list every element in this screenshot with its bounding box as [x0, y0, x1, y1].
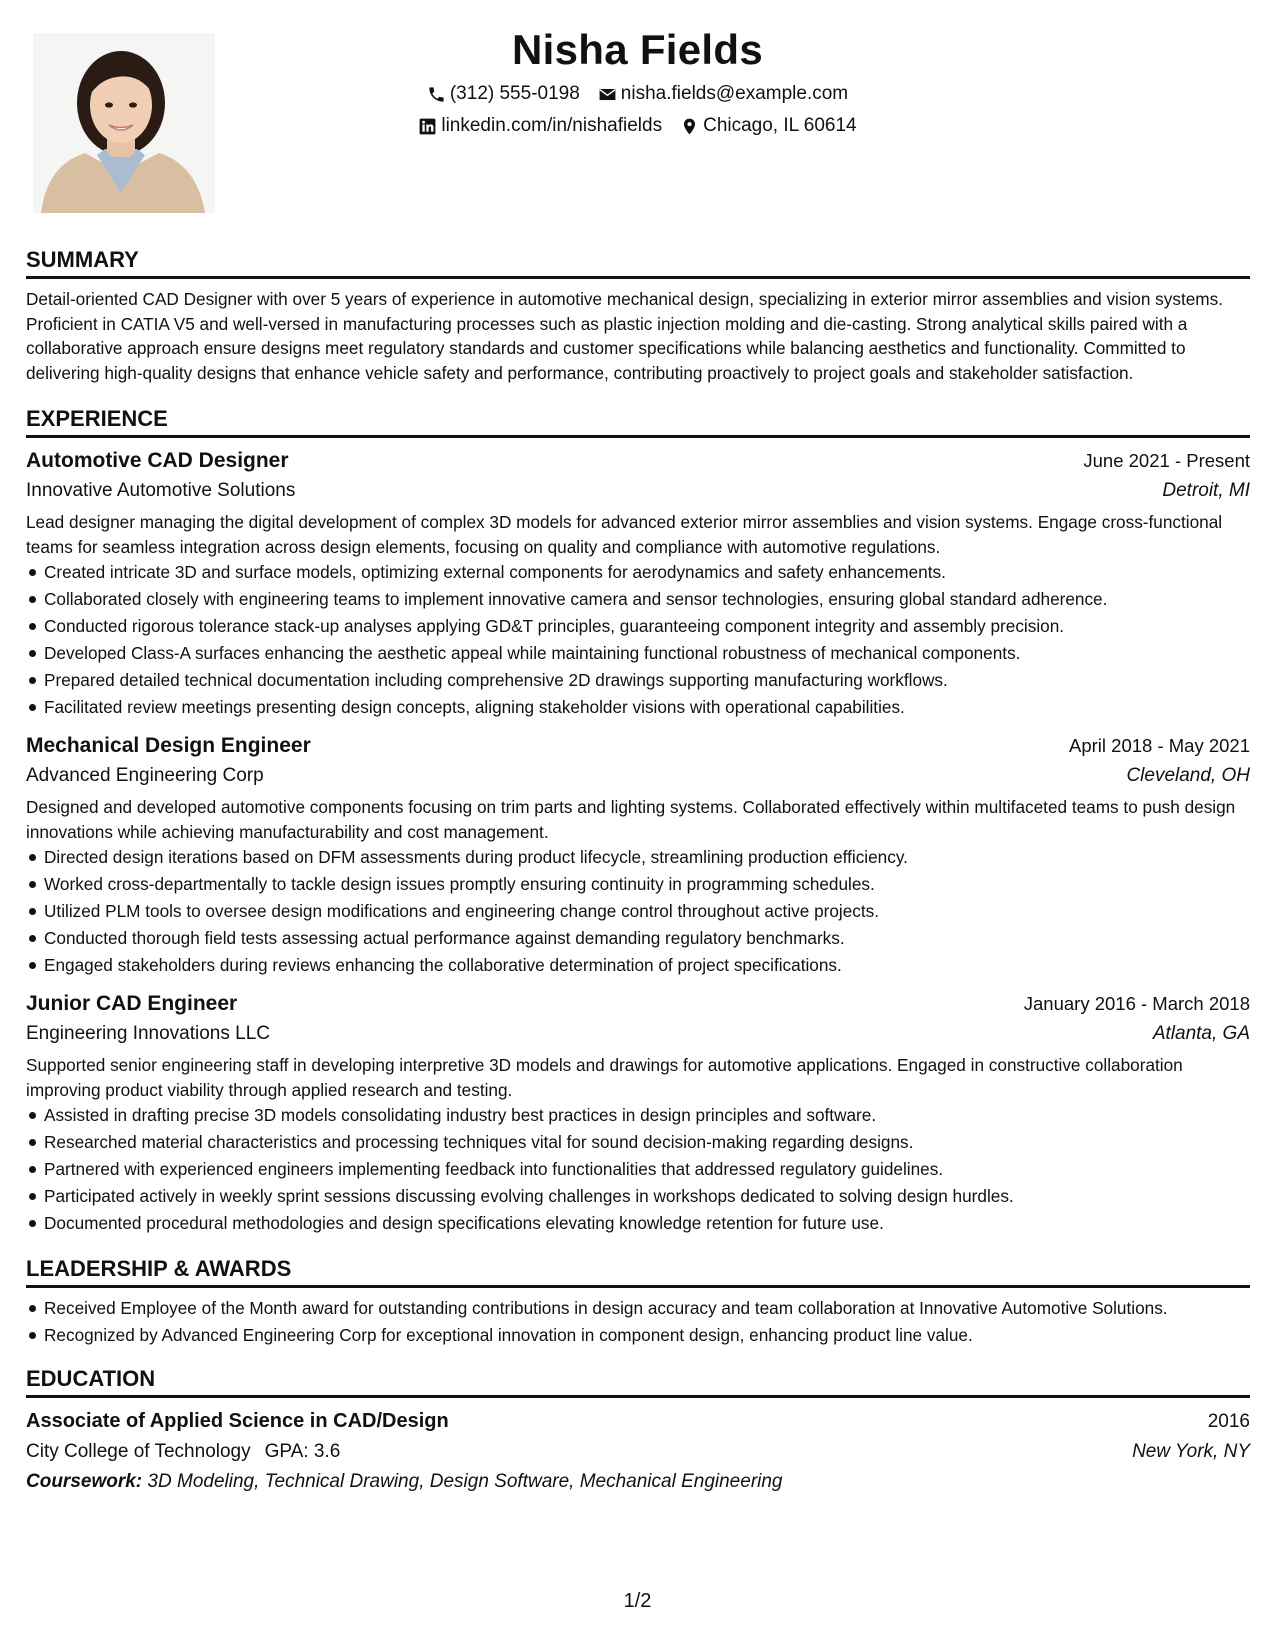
- graduation-year: 2016: [1207, 1411, 1250, 1432]
- job-bullet: Researched material characteristics and processing techniques vital for sound decision-making regarding designs.: [26, 1129, 1250, 1156]
- awards-heading: LEADERSHIP & AWARDS: [26, 1255, 1250, 1288]
- job-dates: January 2016 - March 2018: [1023, 993, 1250, 1014]
- job-bullet: Facilitated review meetings presenting design concepts, aligning stakeholder visions with operational capabilities.: [26, 694, 1250, 721]
- phone-icon: [427, 85, 446, 104]
- job-bullet: Partnered with experienced engineers implementing feedback into functionalities that addressed regulatory guidelines.: [26, 1156, 1250, 1183]
- job-location: Atlanta, GA: [1152, 1023, 1250, 1044]
- job-company: Advanced Engineering Corp: [26, 765, 264, 786]
- coursework-list: 3D Modeling, Technical Drawing, Design Software, Mechanical Engineering: [147, 1471, 783, 1492]
- contact-phone: [427, 78, 580, 110]
- job-location: Detroit, MI: [1162, 480, 1250, 501]
- job-bullets: [26, 844, 1250, 979]
- job-description: Supported senior engineering staff in developing interpretive 3D models and drawings for automotive applications. Engaged in constructive collaboration improving product viability through applied research and testing.: [26, 1055, 1183, 1100]
- gpa: GPA: 3.6: [264, 1441, 341, 1462]
- job-location: Cleveland, OH: [1126, 765, 1250, 786]
- job-entry: [26, 731, 1250, 979]
- contact-email[interactable]: [598, 78, 848, 110]
- job-bullet: Prepared detailed technical documentation including comprehensive 2D drawings supporting manufacturing workflows.: [26, 667, 1250, 694]
- summary-heading: SUMMARY: [26, 246, 1250, 279]
- job-description: Lead designer managing the digital development of complex 3D models for advanced exterior mirror assemblies and vision systems. Engage cross-functional teams for seamless integration across design elements, focusing on quality and compliance with automotive regulations.: [26, 512, 1223, 557]
- resume-body: [26, 246, 1250, 1497]
- envelope-icon: [598, 85, 617, 104]
- job-title: Junior CAD Engineer: [26, 992, 238, 1015]
- award-item: Recognized by Advanced Engineering Corp for exceptional innovation in component design, enhancing product line value.: [26, 1323, 1250, 1348]
- job-entry: [26, 989, 1250, 1237]
- job-bullets: [26, 559, 1250, 721]
- contact-line-2: [0, 110, 1275, 142]
- job-company: Innovative Automotive Solutions: [26, 480, 296, 501]
- education-heading: EDUCATION: [26, 1365, 1250, 1398]
- job-bullet: Worked cross-departmentally to tackle design issues promptly ensuring continuity in programming schedules.: [26, 871, 1250, 898]
- page-number: 1/2: [623, 1590, 652, 1612]
- job-bullet: Conducted thorough field tests assessing actual performance against demanding regulatory benchmarks.: [26, 925, 1250, 952]
- awards-list: [26, 1296, 1250, 1347]
- job-bullet: Created intricate 3D and surface models, optimizing external components for aerodynamics and safety enhancements.: [26, 559, 1250, 586]
- coursework-label: Coursework:: [26, 1471, 143, 1492]
- candidate-name: Nisha Fields: [511, 26, 763, 73]
- coursework: [26, 1467, 1250, 1497]
- experience-heading: EXPERIENCE: [26, 405, 1250, 438]
- job-bullet: Engaged stakeholders during reviews enhancing the collaborative determination of project specifications.: [26, 952, 1250, 979]
- linkedin-icon: [418, 117, 437, 136]
- contact-line-1: [0, 78, 1275, 110]
- linkedin-text[interactable]: linkedin.com/in/nishafields: [441, 115, 663, 136]
- email-text[interactable]: nisha.fields@example.com: [620, 83, 849, 104]
- job-bullet: Conducted rigorous tolerance stack-up analyses applying GD&T principles, guaranteeing component integrity and assembly precision.: [26, 613, 1250, 640]
- job-title: Mechanical Design Engineer: [26, 734, 311, 757]
- school-location: New York, NY: [1132, 1441, 1250, 1462]
- phone-text: (312) 555-0198: [449, 83, 580, 104]
- job-bullet: Participated actively in weekly sprint sessions discussing evolving challenges in workshops dedicated to solving design hurdles.: [26, 1183, 1250, 1210]
- job-bullet: Documented procedural methodologies and design specifications elevating knowledge retention for future use.: [26, 1210, 1250, 1237]
- job-description: Designed and developed automotive components focusing on trim parts and lighting systems. Collaborated effectively within multifaceted teams to push design innovations while achieving manufacturability and cost management.: [26, 797, 1236, 842]
- summary-text: Detail-oriented CAD Designer with over 5 years of experience in automotive mechanical design, specializing in exterior mirror assemblies and vision systems. Proficient in CATIA V5 and well-versed in manufacturing processes such as plastic injection molding and die-casting. Strong analytical skills paired with a collaborative approach ensure designs meet regulatory standards and customer specifications while balancing aesthetics and functionality. Committed to delivering high-quality designs that enhance vehicle safety and performance, contributing proactively to project goals and stakeholder satisfaction.: [26, 289, 1223, 383]
- job-bullets: [26, 1102, 1250, 1237]
- map-pin-icon: [680, 117, 699, 136]
- job-bullet: Assisted in drafting precise 3D models consolidating industry best practices in design principles and software.: [26, 1102, 1250, 1129]
- contact-location: [680, 110, 857, 142]
- job-title: Automotive CAD Designer: [26, 449, 289, 472]
- contact-linkedin[interactable]: [418, 110, 662, 142]
- award-item: Received Employee of the Month award for outstanding contributions in design accuracy and team collaboration at Innovative Automotive Solutions.: [26, 1296, 1250, 1321]
- job-dates: June 2021 - Present: [1083, 450, 1250, 471]
- school-name: City College of Technology: [26, 1441, 251, 1462]
- job-entry: [26, 446, 1250, 721]
- job-company: Engineering Innovations LLC: [26, 1023, 271, 1044]
- job-bullet: Developed Class-A surfaces enhancing the aesthetic appeal while maintaining functional robustness of mechanical components.: [26, 640, 1250, 667]
- job-bullet: Utilized PLM tools to oversee design modifications and engineering change control throughout active projects.: [26, 898, 1250, 925]
- job-dates: April 2018 - May 2021: [1069, 735, 1250, 756]
- resume-header: [0, 22, 1275, 142]
- degree-title: Associate of Applied Science in CAD/Design: [26, 1410, 449, 1432]
- job-bullet: Collaborated closely with engineering teams to implement innovative camera and sensor technologies, ensuring global standard adherence.: [26, 586, 1250, 613]
- job-bullet: Directed design iterations based on DFM assessments during product lifecycle, streamlining production efficiency.: [26, 844, 1250, 871]
- location-text: Chicago, IL 60614: [703, 115, 857, 136]
